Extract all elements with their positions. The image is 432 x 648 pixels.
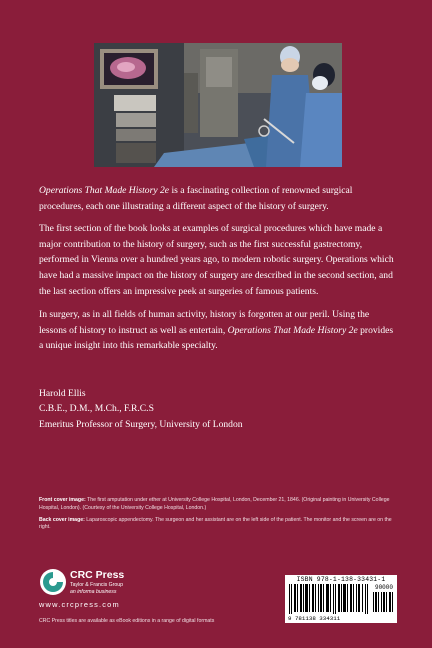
description-paragraph-2: The first section of the book looks at examples of surgical procedures which have made a major contribution to the history of surgery, such as the first successful gastrectomy, performed in Vienna over a hundred years ago, to modern robotic surgery. Operations which have had a massive impact on the history of surgery are described in the second section, and the last section offers an impressive peek at surgeries of famous patients. [39,223,394,297]
book-title-italic-2: Operations That Made History 2e [227,324,358,336]
author-name: Harold Ellis [39,388,86,399]
back-cover-text: Laparoscopic appendectomy. The surgeon and her assistant are on the left side of the patient. The monitor and the screen are on the right. [39,516,392,531]
isbn-barcode [285,575,397,623]
front-cover-label: Front cover image: [39,497,86,503]
barcode-digits: 9 781138 334311 [288,615,341,622]
publisher-name: CRC Press [70,569,125,581]
back-cover-label: Back cover image: [39,516,85,523]
description-p3-end: provides a unique insight into this remarkable specialty. [39,324,394,352]
description-paragraph-3 [39,307,399,354]
author-block [39,386,399,432]
publisher-url[interactable]: www.crcpress.com [39,600,120,609]
publisher-block [39,568,189,618]
price-code: 90000 [374,584,393,591]
cover-image-credits [39,497,399,536]
description-p1-text: is a fascinating collection of renowned surgical procedures, each one illustrating a different aspect of the history of surgery. [39,185,353,212]
isbn-text: ISBN 978-1-138-33431-1 [296,576,386,583]
operating-room-photo [94,43,342,167]
crc-press-logo-icon [39,568,67,596]
book-title-italic: Operations That Made History 2e [39,185,170,196]
description-p3-start: In surgery, as in all fields of human activity, history is forgotten at our peril. Using the lessons of history to instruct as well as entertain, [39,309,370,336]
front-cover-credit [39,497,399,513]
ebook-note: CRC Press titles are available as eBook editions in a range of digital formats [39,618,215,624]
author-position: Emeritus Professor of Surgery, University of London [39,418,243,430]
author-credentials: C.B.E., D.M., M.Ch., F.R.C.S [39,403,154,415]
photo-illustration [94,43,342,167]
publisher-group: Taylor & Francis Group [70,582,124,588]
back-cover-credit [39,517,399,533]
book-description [39,183,399,362]
front-cover-text: The first amputation under ether at University College Hospital, London, December 21, 1846. (Original painting in University College Hospital, London). (Courtesy of the University College Hospital, London.) [39,497,390,511]
publisher-business: an informa business [70,589,117,595]
description-paragraph-1 [39,183,399,214]
